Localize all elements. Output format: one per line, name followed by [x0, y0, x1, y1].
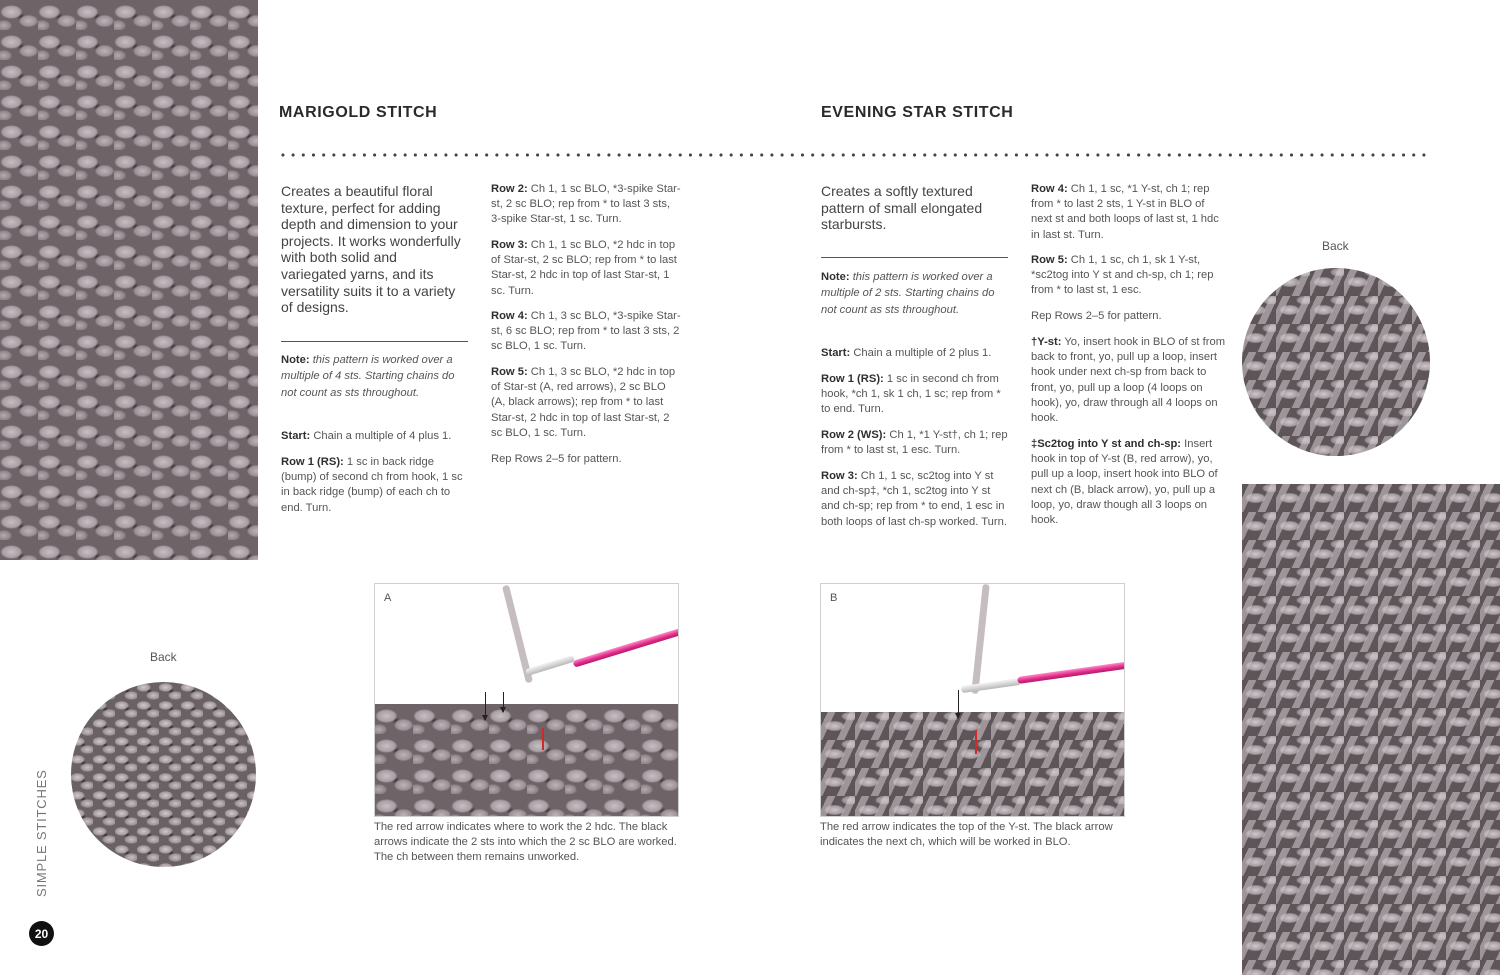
photo-a-caption: The red arrow indicates where to work the 2 hdc. The black arrows indicate the 2 sts into which the 2 sc BLO are worked. The ch between them remains unworked.	[374, 821, 677, 864]
evening-star-row-3: Row 3: Ch 1, 1 sc, sc2tog into Y st and ch-sp‡, *ch 1, sc2tog into Y st and ch-sp; rep from * to end, 1 esc in both loops of last ch-sp worked. Turn.	[821, 470, 1007, 528]
marigold-row-1: Row 1 (RS): 1 sc in back ridge (bump) of second ch from hook, 1 sc in back ridge (bump) of each ch to end. Turn.	[281, 456, 463, 514]
marigold-note-divider	[281, 341, 468, 342]
marigold-back-label: Back	[150, 650, 177, 664]
crochet-hook-handle	[572, 627, 679, 667]
marigold-back-circle-photo	[71, 682, 256, 867]
crochet-fabric	[821, 712, 1124, 816]
marigold-note: Note: this pattern is worked over a multiple of 4 sts. Starting chains do not count as sts throughout.	[281, 354, 455, 399]
marigold-intro: Creates a beautiful floral texture, perfect for adding depth and dimension to your projects. It works wonderfully with both solid and variegated yarns, and its versatility suits it to a variety of designs.	[281, 183, 461, 316]
marigold-row-3: Row 3: Ch 1, 1 sc BLO, *2 hdc in top of Star-st, 2 sc BLO; rep from * to last Star-st, 2 hdc in top of last Star-st, 1 sc. Turn.	[491, 239, 677, 297]
section-label: SIMPLE STITCHES	[34, 769, 49, 897]
red-arrow	[542, 728, 544, 750]
black-arrow	[503, 692, 504, 712]
marigold-stitch-heading: MARIGOLD STITCH	[279, 104, 438, 121]
sc2tog-definition: ‡Sc2tog into Y st and ch-sp: Insert hook in top of Y-st (B, red arrow), yo, pull up a loop, insert hook into BLO of next ch (B, black arrow), yo, pull up a loop, yo, draw though all 3 loops on hook.	[1031, 438, 1218, 527]
red-arrow	[975, 730, 977, 754]
evening-star-intro: Creates a softly textured pattern of small elongated starbursts.	[821, 183, 983, 233]
evening-star-row-4: Row 4: Ch 1, 1 sc, *1 Y-st, ch 1; rep from * to last 2 sts, 1 Y-st in BLO of next st and both loops of last st, 1 hdc in last st. Turn.	[1031, 183, 1219, 241]
crochet-hook-tip	[525, 655, 575, 676]
crochet-hook-tip	[961, 678, 1021, 693]
dotted-divider	[280, 152, 1430, 158]
yarn-strand	[971, 584, 989, 694]
step-photo-b	[820, 583, 1125, 817]
evening-star-repeat: Rep Rows 2–5 for pattern.	[1031, 310, 1162, 322]
marigold-repeat: Rep Rows 2–5 for pattern.	[491, 453, 622, 465]
black-arrow	[958, 690, 959, 718]
evening-star-row-2: Row 2 (WS): Ch 1, *1 Y-st†, ch 1; rep from * to last st, 1 esc. Turn.	[821, 429, 1008, 457]
evening-star-stitch-heading: EVENING STAR STITCH	[821, 104, 1014, 121]
evening-star-note-divider	[821, 257, 1008, 258]
photo-label: B	[830, 592, 838, 604]
evening-star-row-5: Row 5: Ch 1, 1 sc, ch 1, sk 1 Y-st, *sc2tog into Y st and ch-sp, ch 1; rep from * to last st, 1 esc.	[1031, 254, 1214, 297]
evening-star-stitch-swatch-photo	[1242, 484, 1500, 975]
photo-b-caption: The red arrow indicates the top of the Y-st. The black arrow indicates the next ch, which will be worked in BLO.	[820, 821, 1113, 849]
marigold-row-4: Row 4: Ch 1, 3 sc BLO, *3-spike Star-st, 6 sc BLO; rep from * to last 3 sts, 2 sc BLO, 1 sc. Turn.	[491, 310, 681, 353]
y-st-definition: †Y-st: Yo, insert hook in BLO of st from back to front, yo, pull up a loop, insert hook under next ch-sp from back to front, yo, pull up a loop (4 loops on hook), yo, draw through all 4 loops on hook.	[1031, 336, 1226, 425]
evening-star-note: Note: this pattern is worked over a multiple of 2 sts. Starting chains do not count as sts throughout.	[821, 271, 995, 316]
marigold-row-2: Row 2: Ch 1, 1 sc BLO, *3-spike Star-st, 2 sc BLO; rep from * to last 3 sts, 3-spike Star-st, 1 sc. Turn.	[491, 183, 681, 226]
marigold-row-5: Row 5: Ch 1, 3 sc BLO, *2 hdc in top of Star-st (A, red arrows), 2 sc BLO (A, black arrows); rep from * to last Star-st, 2 hdc in top of last Star-st, 2 sc BLO, 1 sc. Turn.	[491, 366, 676, 439]
marigold-stitch-swatch-photo	[0, 0, 258, 560]
marigold-start: Start: Chain a multiple of 4 plus 1.	[281, 430, 452, 442]
evening-star-back-circle-photo	[1242, 268, 1430, 456]
page-number: 20	[29, 921, 54, 946]
evening-star-start: Start: Chain a multiple of 2 plus 1.	[821, 347, 992, 359]
crochet-fabric	[375, 704, 678, 816]
evening-star-back-label: Back	[1322, 239, 1349, 253]
crochet-hook-handle	[1017, 661, 1125, 684]
black-arrow	[485, 692, 486, 720]
step-photo-a	[374, 583, 679, 817]
evening-star-row-1: Row 1 (RS): 1 sc in second ch from hook, *ch 1, sk 1 ch, 1 sc; rep from * to end. Turn.	[821, 373, 1001, 416]
photo-label: A	[384, 592, 392, 604]
